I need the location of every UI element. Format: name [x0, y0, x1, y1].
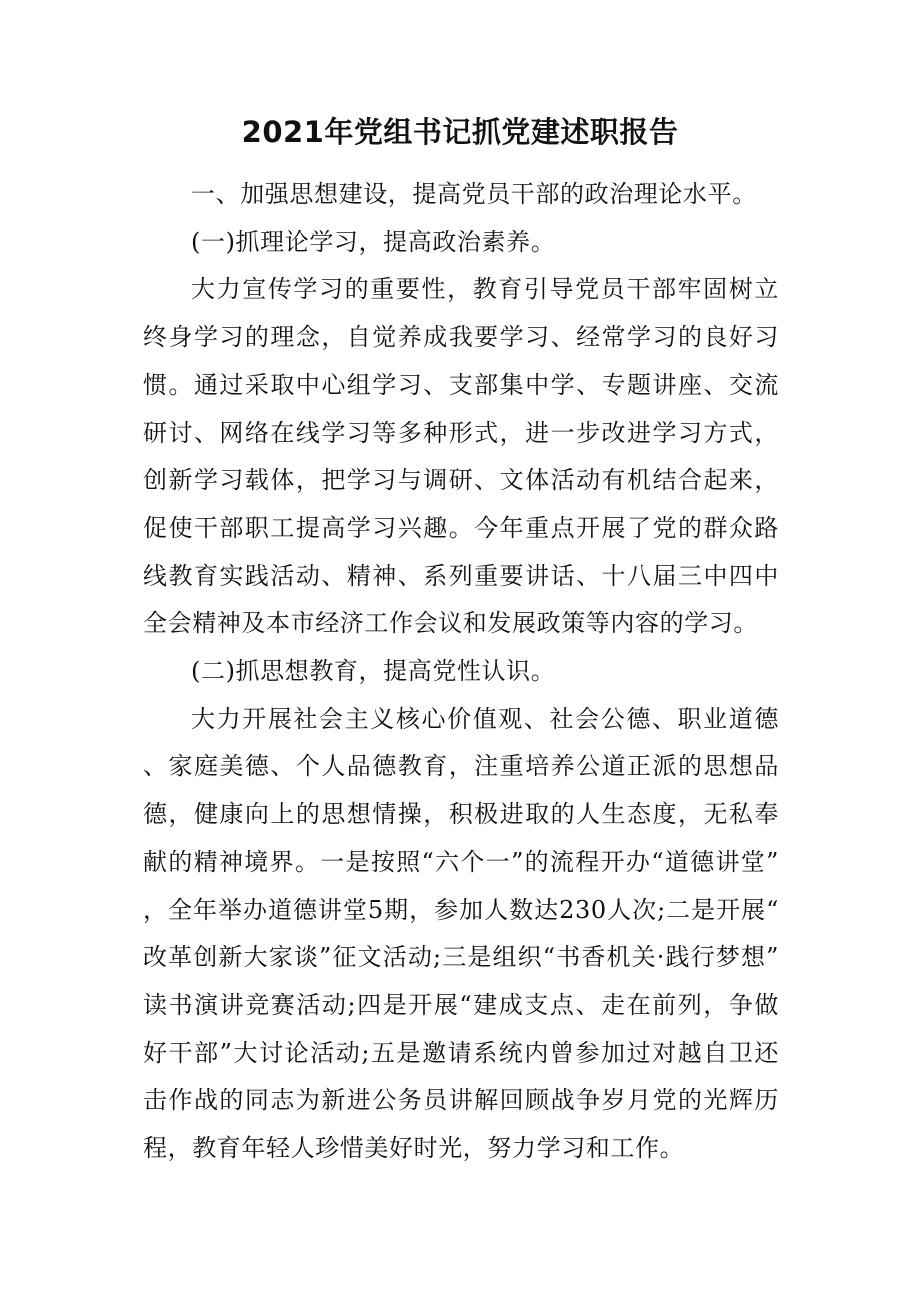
body-paragraph-2: 大力开展社会主义核心价值观、社会公德、职业道德、家庭美德、个人品德教育，注重培养公道正派的思想品德，健康向上的思想情操，积极进取的人生态度，无私奉献的精神境界。一是按照“六个一”的流程开办“道德讲堂”，全年举办道德讲堂5期，参加人数达230人次;二是开展“改革创新大家谈”征文活动;三是组织“书香机关·践行梦想”读书演讲竞赛活动;四是开展“建成支点、走在前列，争做好干部”大讨论活动;五是邀请系统内曾参加过对越自卫还击作战的同志为新进公务员讲解回顾战争岁月党的光辉历程，教育年轻人珍惜美好时光，努力学习和工作。	[143, 704, 779, 1163]
subsection-heading-1: (一)抓理论学习，提高政治素养。	[191, 227, 556, 256]
body-paragraph-1: 大力宣传学习的重要性，教育引导党员干部牢固树立终身学习的理念，自觉养成我要学习、经常学习的良好习惯。通过采取中心组学习、支部集中学、专题讲座、交流研讨、网络在线学习等多种形式，进一步改进学习方式，创新学习载体，把学习与调研、文体活动有机结合起来，促使干部职工提高学习兴趣。今年重点开展了党的群众路线教育实践活动、精神、系列重要讲话、十八届三中四中全会精神及本市经济工作会议和发展政策等内容的学习。	[143, 275, 779, 638]
subsection-heading-2: (二)抓思想教育，提高党性认识。	[191, 657, 556, 686]
document-body	[143, 171, 779, 1173]
document-title: 2021年党组书记抓党建述职报告	[241, 115, 679, 149]
section-heading-1: 一、加强思想建设，提高党员干部的政治理论水平。	[191, 180, 757, 208]
